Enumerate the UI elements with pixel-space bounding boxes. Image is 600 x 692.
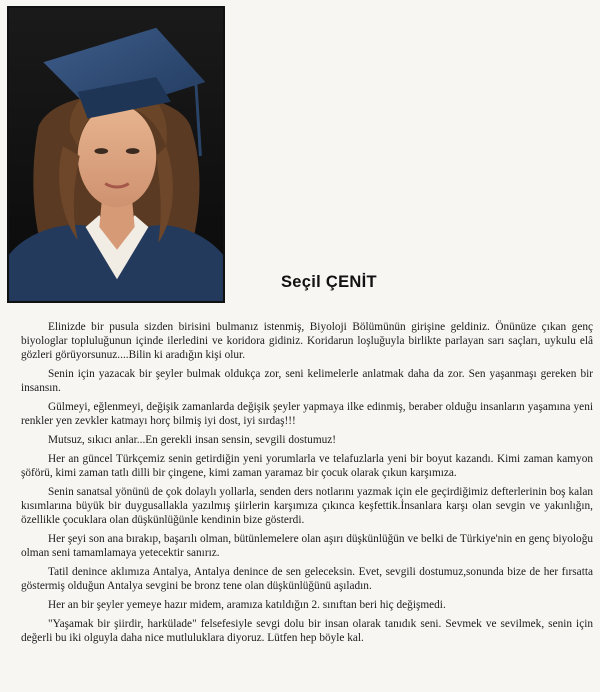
paragraph: Senin sanatsal yönünü de çok dolaylı yollarla, senden ders notlarını yazmak için ele geçirdiğimiz defterlerinin boş kalan kısımlarına büyük bir duygusallakla yazılmış şiirlerin karşımıza çıkınca keşfettik.İnsanlara karşı olan sevgin ve yakınlığın, özellikle çocuklara olan düşkünlüğünle kendinin bize gösterdi. bbox=[21, 486, 593, 526]
paragraph: Her şeyi son ana bırakıp, başarılı olman, bütünlemelere olan aşırı düşkünlüğün ve belki de Türkiye'nin en genç biyoloğu olman seni tamamlamaya yetecektir sanırız. bbox=[21, 533, 593, 559]
paragraph: Senin için yazacak bir şeyler bulmak oldukça zor, seni kelimelerle anlatmak daha da zor. Sen yaşanmaşı gereken bir insansın. bbox=[21, 368, 593, 394]
paragraph: Tatil denince aklımıza Antalya, Antalya denince de sen geleceksin. Evet, sevgili dostumuz,sonunda bize de her fırsatta göstermiş olduğun Antalya sevgini be bronz tene olan düşkünlüğünü aşıladın. bbox=[21, 566, 593, 592]
paragraph: Gülmeyi, eğlenmeyi, değişik zamanlarda değişik şeyler yapmaya ilke edinmiş, beraber olduğu insanların yaşamına yeni renkler yen zevkler katmayı horç bilmiş iyi dost, iyi sırdaş!!! bbox=[21, 401, 593, 427]
face bbox=[78, 105, 157, 208]
paragraph: Her an güncel Türkçemiz senin getirdiğin yeni yorumlarla ve telafuzlarla yeni bir boyut kazandı. Kimi zaman kamyon şöförü, kimi zaman tatlı dilli bir çingene, kimi zaman yaramaz bir çocuk olarak çıkun karşımıza. bbox=[21, 453, 593, 479]
dedication-text bbox=[21, 320, 593, 650]
student-name: Seçil ÇENİT bbox=[281, 273, 377, 291]
paragraph: Her an bir şeyler yemeye hazır midem, aramıza katıldığın 2. sınıftan beri hiç değişmedi. bbox=[48, 599, 446, 611]
portrait-illustration bbox=[9, 8, 223, 301]
paragraph: "Yaşamak bir şiirdir, harkülade" felsefesiyle sevgi dolu bir insan olarak tanıdık seni. Sevmek ve sevilmek, senin için değerli bu iki olguyla daha nice mutluluklara diyoruz. Lütfen hep böyle kal. bbox=[21, 618, 593, 644]
paragraph: Mutsuz, sıkıcı anlar...En gerekli insan sensin, sevgili dostumuz! bbox=[48, 434, 337, 446]
graduation-portrait bbox=[7, 6, 225, 303]
paragraph: Elinizde bir pusula sizden birisini bulmanız istenmiş, Biyoloji Bölümünün girişine geldiniz. Önünüze çıkan genç biyologlar topluluğunun içinde ilerledini ve koridora gidiniz. Koridarun loşluğuyla birlikte parlayan sarı saçları, uykulu elâ gözleri görüyorsunuz....Bilin ki aradığın kişi olur. bbox=[21, 321, 593, 361]
